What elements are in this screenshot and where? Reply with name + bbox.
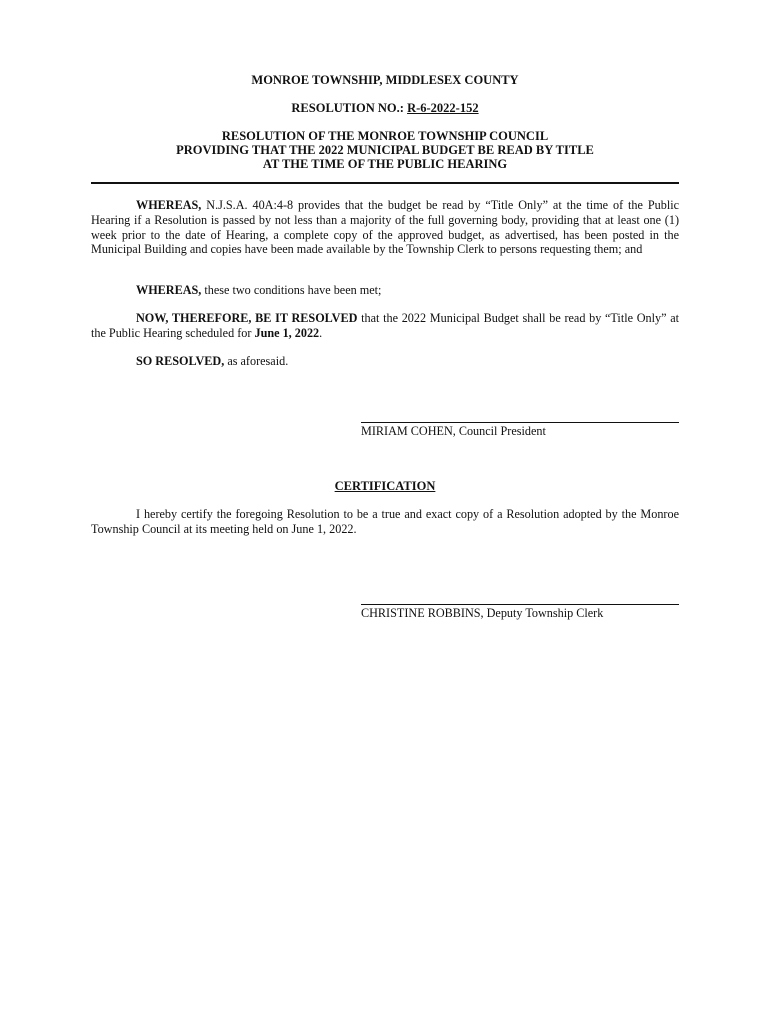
whereas-2-lead: WHEREAS, (136, 283, 202, 297)
so-resolved-lead: SO RESOLVED, (136, 354, 225, 368)
whereas-paragraph-1 (91, 198, 679, 257)
resolved-end: . (319, 325, 323, 340)
resolved-lead: NOW, THEREFORE, BE IT RESOLVED (136, 311, 358, 325)
certification-heading: CERTIFICATION (334, 479, 436, 493)
president-signature-name: MIRIAM COHEN, Council President (361, 424, 546, 438)
resolution-number-line (91, 101, 679, 115)
president-signature-line (361, 422, 679, 423)
title-divider (91, 182, 679, 184)
whereas-1-text: N.J.S.A. 40A:4-8 provides that the budget be read by “Title Only” at the time of the Public Hearing if a Resolution is passed by not less than a majority of the full governing body, providing that at least one (1) week prior to the date of Hearing, a complete copy of the approved budget, as advertised, has been posted in the Municipal Building and copies have been made available by the Township Clerk to persons requesting them; and (91, 198, 679, 257)
so-resolved-paragraph (91, 354, 679, 369)
resolution-number-label: RESOLUTION NO.: (291, 101, 404, 115)
whereas-1-lead: WHEREAS, (136, 198, 202, 212)
resolution-number: R-6-2022-152 (407, 101, 479, 115)
resolution-title-line-1: RESOLUTION OF THE MONROE TOWNSHIP COUNCIL (221, 129, 549, 143)
resolution-title (91, 129, 679, 171)
resolved-text: that the 2022 Municipal Budget shall be read by “Title Only” at the Public Hearing scheduled for (91, 311, 679, 340)
resolution-title-line-2: PROVIDING THAT THE 2022 MUNICIPAL BUDGET BE READ BY TITLE (176, 143, 594, 157)
county-heading: MONROE TOWNSHIP, MIDDLESEX COUNTY (251, 73, 519, 87)
hearing-date: June 1, 2022 (254, 325, 320, 340)
whereas-2-text: these two conditions have been met; (201, 283, 382, 297)
resolved-paragraph (91, 311, 679, 341)
resolution-title-line-3: AT THE TIME OF THE PUBLIC HEARING (262, 157, 508, 171)
clerk-signature-line (361, 604, 679, 605)
so-resolved-text: as aforesaid. (224, 354, 289, 368)
certification-paragraph: I hereby certify the foregoing Resolution to be a true and exact copy of a Resolution adopted by the Monroe Township Council at its meeting held on June 1, 2022. (91, 507, 679, 536)
clerk-signature-name: CHRISTINE ROBBINS, Deputy Township Clerk (361, 606, 604, 620)
whereas-paragraph-2 (91, 283, 679, 298)
